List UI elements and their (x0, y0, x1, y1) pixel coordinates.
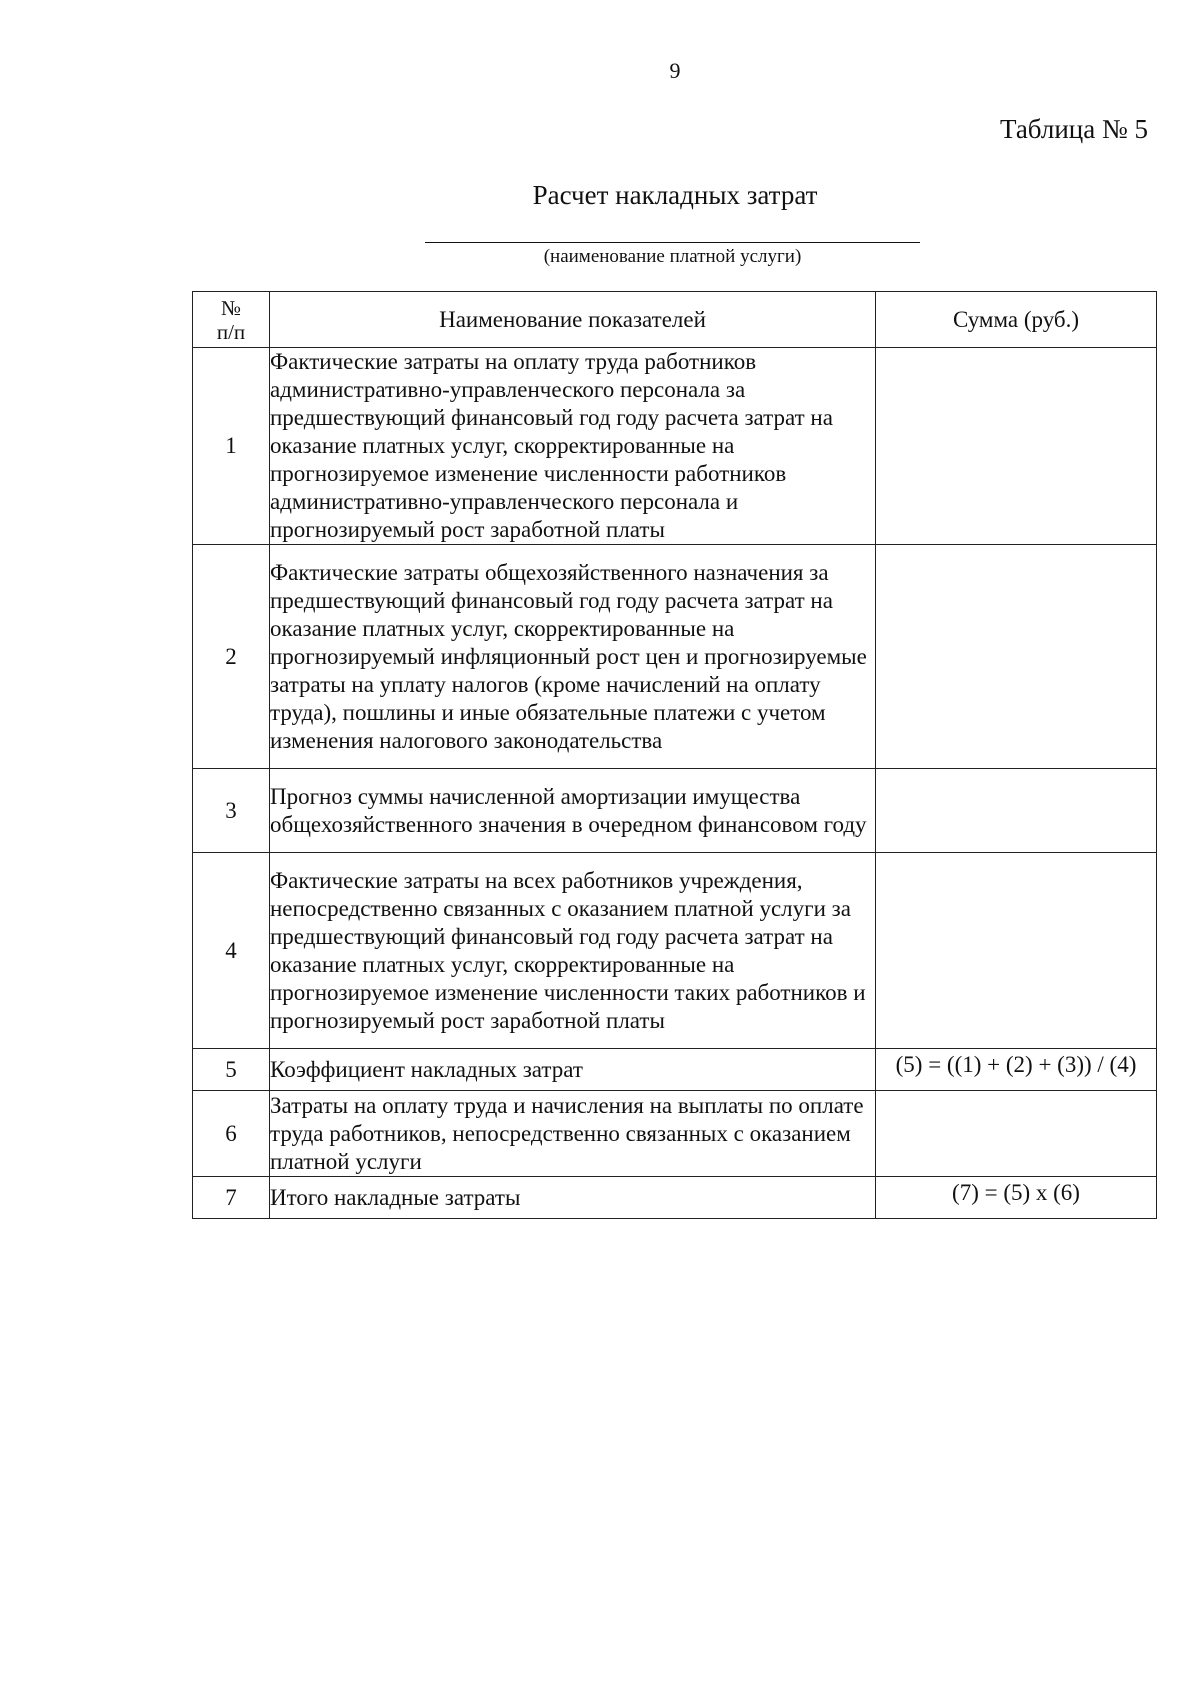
row-indicator-name: Прогноз суммы начисленной амортизации имущества общехозяйственного значения в очередном финансовом году (270, 769, 876, 853)
table-label: Таблица № 5 (1000, 114, 1148, 144)
row-sum (876, 545, 1157, 769)
row-number: 2 (193, 545, 270, 769)
header-number-sign: № (220, 295, 242, 320)
row-sum (876, 853, 1157, 1049)
row-sum-formula: (7) = (5) x (6) (876, 1177, 1157, 1219)
row-number: 5 (193, 1049, 270, 1091)
header-number (193, 292, 270, 348)
table-row (193, 1177, 1157, 1219)
table-header-row (193, 292, 1157, 348)
table-row (193, 1091, 1157, 1177)
row-number: 3 (193, 769, 270, 853)
header-sum: Сумма (руб.) (876, 292, 1157, 348)
overhead-cost-table (192, 291, 1157, 1219)
row-indicator-name: Затраты на оплату труда и начисления на выплаты по оплате труда работников, непосредственно связанных с оказанием платной услуги (270, 1091, 876, 1177)
row-number: 4 (193, 853, 270, 1049)
document-title: Расчет накладных затрат (532, 180, 818, 210)
row-sum (876, 348, 1157, 545)
row-sum (876, 769, 1157, 853)
table-row (193, 769, 1157, 853)
service-name-line (425, 242, 920, 243)
row-sum-formula: (5) = ((1) + (2) + (3)) / (4) (876, 1049, 1157, 1091)
header-number-abbr: п/п (216, 319, 246, 344)
row-indicator-name: Фактические затраты на оплату труда работников административно-управленческого персонала за предшествующий финансовый год году расчета затрат на оказание платных услуг, скорректированные на прогнозируемое изменение численности работников административно-управленческого персонала и прогнозируемый рост заработной платы (270, 348, 876, 545)
row-indicator-name: Фактические затраты на всех работников учреждения, непосредственно связанных с оказанием платной услуги за предшествующий финансовый год году расчета затрат на оказание платных услуг, скорректированные на прогнозируемое изменение численности таких работников и прогнозируемый рост заработной платы (270, 853, 876, 1049)
row-indicator-name: Коэффициент накладных затрат (270, 1049, 876, 1091)
page-number: 9 (669, 58, 681, 83)
row-number: 7 (193, 1177, 270, 1219)
table-row (193, 545, 1157, 769)
row-sum (876, 1091, 1157, 1177)
row-number: 1 (193, 348, 270, 545)
row-indicator-name: Фактические затраты общехозяйственного назначения за предшествующий финансовый год году расчета затрат на оказание платных услуг, скорректированные на прогнозируемый инфляционный рост цен и прогнозируемые затраты на уплату налогов (кроме начислений на оплату труда), пошлины и иные обязательные платежи с учетом изменения налогового законодательства (270, 545, 876, 769)
row-number: 6 (193, 1091, 270, 1177)
table-row (193, 1049, 1157, 1091)
table-row (193, 853, 1157, 1049)
service-name-caption: (наименование платной услуги) (543, 246, 802, 267)
row-indicator-name: Итого накладные затраты (270, 1177, 876, 1219)
table-row (193, 348, 1157, 545)
header-indicator-name: Наименование показателей (270, 292, 876, 348)
